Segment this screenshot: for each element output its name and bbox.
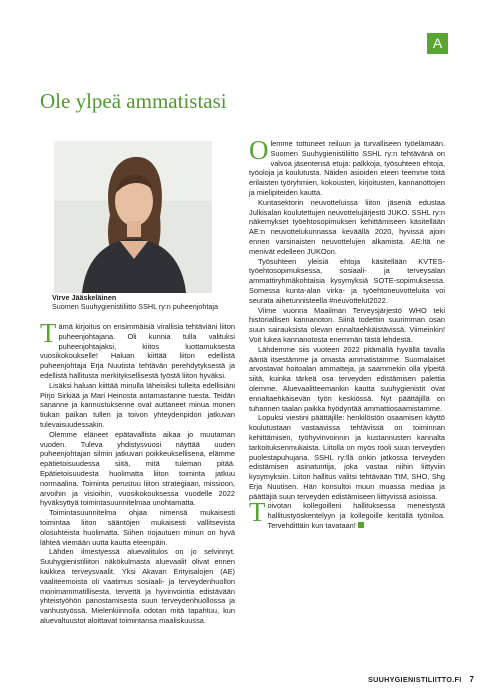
paragraph-text: Lähdemme siis vuoteen 2022 pitämällä hyvällä tavalla ääntä itsestämme ja omasta ammatistamme. Suomalaiset arvostavat hoitoalan ammatteja, ja saammekin olla ylpeitä siitä, kuinka tärkeä osa terveyden edistämisen palettia olemme. Aluevaalitteemankin kautta suuhygienistit ovat ennaltaehkäisevän työn keskiössä. Nyt päättäjillä on tuhannen taalan paikka hyödyntää ammattiosaamistamme. xyxy=(249,344,445,413)
paragraph-text: Työsuhteen yleisiä ehtoja käsitellään KVTES-työehtosopimuksessa, sosiaali- ja terveysalan ammattiryhmäkohtaisia kysymyksiä SOTE-sopimuksessa. Somessa kunta-alan virka- ja työehtoneuvotteluita voi seurata aihetunnisteella #neuvottelut2022. xyxy=(249,256,445,305)
paragraph-text: ämä kirjoitus on ensimmäisiä virallisia tehtäviäni liiton puheenjohtajana. Oli kunnia tulla valituksi puheenjohtajaksi, kiitos luottamuksesta vuosikokoukselle! Haluan kiittää liiton edellistä puheenjohtaja Erja Nuutista tehtävän perehdytyksestä ja edellistä hallitusta merkityksellisestä työstä liiton hyväksi. xyxy=(40,322,235,380)
paragraph-text: Lopuksi viestini päättäjille: henkilöstön osaamisen käyttö koulutustaan vastaavissa tehtävissä on toiminnan kehittämisen, työhyvinvoinnin ja kustannusten kannalta tarkoituksenmukaista. Liitolla on myös rooli suun terveyden puolestapuhujana. SSHL ry:llä onkin jatkossa terveyden edistämisen asinatuntija, joka vastaa niihin liittyviin kysymyksiin. Liiton hallitus valitsi tehtävään TtM, SHO, Shg Erja Nuutisen. Hän konsultoi muun muassa mediaa ja päättäjiä suun terveyden edistämiseen liittyvissä asioissa. xyxy=(249,413,445,501)
right-paragraph xyxy=(249,345,445,414)
left-paragraph xyxy=(40,318,235,381)
left-paragraph xyxy=(40,430,235,508)
paragraph-text: oivotan kollegoilleni hallituksessa menestystä hallitustyöskentelyyn ja kollegoille kentällä työniloa. Tervehdittäin kun tavataan! xyxy=(267,501,445,531)
right-paragraph xyxy=(249,198,445,257)
right-paragraph xyxy=(249,257,445,306)
paragraph-text: Lisäksi haluan kiittää minulla läheisiksi tulleita edellisiäni Pirjo Sirkiää ja Mari Heinosta antamastanne tuesta. Teidän sananne ja kannustuksenne ovat auttaneet minua monen tiukan paikan tullen ja toivon yhteydenpidon jatkuvan tulevaisuudessakin. xyxy=(40,380,235,429)
footer-site: SUUHYGIENISTILIITTO.FI xyxy=(368,675,462,684)
portrait-photo xyxy=(54,141,212,293)
page-number: 7 xyxy=(469,675,475,684)
drop-cap: T xyxy=(40,318,57,348)
left-paragraph xyxy=(40,381,235,430)
right-paragraph xyxy=(249,497,445,531)
left-paragraph xyxy=(40,547,235,625)
page-footer xyxy=(368,675,474,684)
paragraph-text: Lähden ilmestyessä aluevalitulos on jo selvinnyt. Suuhygienistiliiton näkökulmasta aluevaalit olivat ennen kaikkea terveysvaalit. Yksi Akavan Erityisalojen (AE) vaaliteemoista oli vaatimus sosiaali- ja terveydenhuollon monimammatillisesta, tervettä ja hyvinvointia edistävään yhteistyöhön panostamisesta suun terveydenhuollossa ja vanhustyössä. Mielenkiinnolla odotan mitä tapahtuu, kun aluevaltuustot aloittavat toimintansa maaliskuussa. xyxy=(40,547,235,625)
paragraph-text: Kuntasektorin neuvotteluissa liiton jäseniä edustaa Julkisalan koulutettujen neuvottelujärjestö JUKO. SSHL ry:n näkemykset työehtosopimuksen kehittämiseen käsitellään AE:n neuvottelukunnassa keväällä 2020, hyvissä ajoin ennen varsinaisten neuvottelujen alkamista. AE:ltä ne menivät edelleen JUKOon. xyxy=(249,197,445,256)
paragraph-text: Toimintasuunnitelma ohjaa nimensä mukaisesti toimintaa liiton sääntöjen mukaisesti vallitsevista olosuhteista huolimatta. Siihen nojautuen minun on hyvä lähteä viemään uutta kautta eteenpäin. xyxy=(40,508,235,547)
right-column xyxy=(249,135,445,531)
right-paragraph xyxy=(249,306,445,345)
left-column xyxy=(40,318,235,626)
right-paragraph xyxy=(249,413,445,501)
left-paragraph xyxy=(40,508,235,547)
paragraph-text: Olemme eläneet epätavallista aikaa jo muutaman vuoden. Tuleva yhdistysvuosi näyttää uuden puheenjohtajan silmin jatkuvan poikkeuksellisena, elämme epätietoisuudessa siitä, mitä tuleman pitää. Epätietoisuudesta huolimatta liiton toiminta jatkuu normaalina. Toiminta perustuu liiton strategiaan, missioon, arvoihin ja visioihin, vuosikokouksessa vuodelle 2022 hyväksyttyä toimintasuunnitelmaa unohtamatta. xyxy=(40,429,235,508)
paragraph-text: Viime vuonna Maailman Terveysjärjestö WHO teki historiallisen kannanoton. Siinä todettiin suurimman osan suun sairauksista olevan ennaltaehkäistävissä. Viimeinkin! Voit lukea kannanotosta enemmän tästä lehdestä. xyxy=(249,305,445,344)
article-title: Ole ylpeä ammatistasi xyxy=(40,89,227,113)
section-badge: A xyxy=(427,33,448,54)
paragraph-text: lemme tottuneet reiluun ja turvalliseen työelämään. Suomen Suuhygienistiliitto SSHL ry:n tehtävänä on valvoa jäsentensä etuja: palkkoja, työsuhteen ehtoja, työoloja ja koulutusta. Näiden asioiden eteen teemme töitä erilaisten työryhmien, kokousten, kirjoitusten, kannanottojen ja mielipiteiden kautta. xyxy=(249,139,445,197)
drop-cap: O xyxy=(249,135,269,165)
photo-caption-role: Suomen Suuhygienistiliitto SSHL ry:n puheenjohtaja xyxy=(52,302,218,311)
right-paragraph xyxy=(249,135,445,198)
end-mark-icon xyxy=(358,522,364,528)
drop-cap: T xyxy=(249,497,266,528)
photo-caption-name: Virve Jääskeläinen xyxy=(52,293,117,302)
